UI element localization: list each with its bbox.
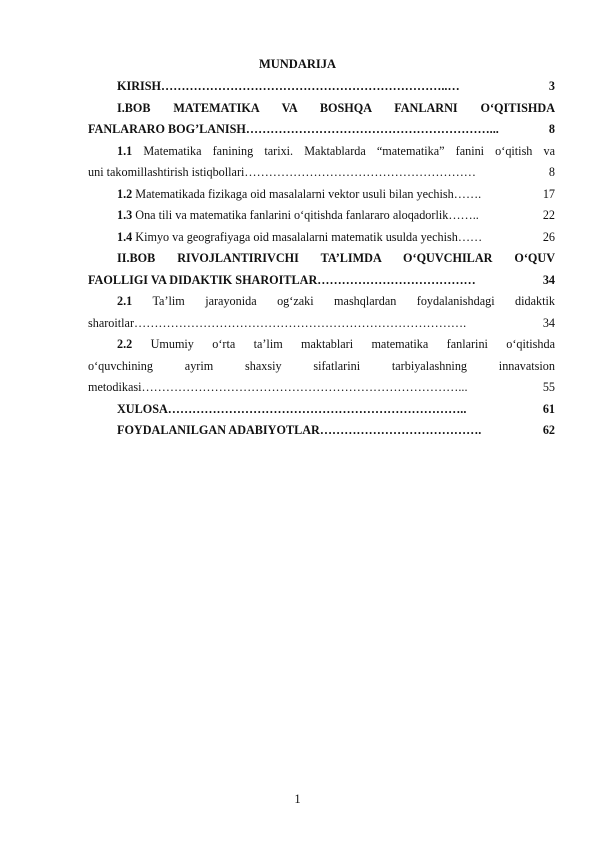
toc-page-number: 8: [548, 122, 555, 136]
dot-leader: ………………………………….: [319, 423, 482, 437]
toc-page-number: 62: [542, 423, 555, 437]
toc-page-number: 55: [542, 380, 555, 394]
toc-entry-label: I.BOB MATEMATIKA VA BOSHQA FANLARNI O‘QITISHDA: [117, 100, 555, 115]
dot-leader: …….: [453, 186, 482, 201]
dot-leader: …………………………………: [317, 272, 476, 287]
dot-leader: ……………………………………………………………………….: [134, 315, 467, 330]
toc-entry-label: Kimyo va geografiyaga oid masalalarni matematik usulda yechish: [132, 229, 458, 244]
dot-leader: ……………………………………………………………..…: [161, 79, 460, 93]
toc-entry-label-continued: FANLARARO BOG’LANISH: [88, 122, 246, 136]
section-number: 1.2: [117, 186, 133, 201]
toc-entry-xulosa[interactable]: [88, 399, 555, 421]
toc-entry-kirish[interactable]: [88, 76, 555, 98]
toc-page-number: 34: [542, 272, 555, 287]
toc-entry-section-2-1[interactable]: [88, 291, 555, 334]
section-number: 2.1: [117, 294, 133, 308]
toc-entry-label-continued: FAOLLIGI VA DIDAKTIK SHAROITLAR: [88, 272, 318, 287]
dot-leader: ……: [457, 229, 483, 244]
toc-entry-section-1-1[interactable]: [88, 141, 555, 184]
dot-leader: ………………………………………………………………..: [167, 401, 467, 416]
page-number: 1: [294, 792, 301, 806]
dot-leader: ……………………………………………………...: [245, 122, 499, 136]
section-number: 2.2: [117, 337, 133, 351]
toc-entry-section-2-2[interactable]: [88, 334, 555, 399]
toc-entry-label: Ta’lim jarayonida og‘zaki mashqlardan foydalanishdagi didaktik: [132, 294, 555, 308]
table-of-contents: [88, 76, 555, 442]
toc-entry-label: Matematika fanining tarixi. Maktablarda “matematika” fanini o‘qitish va: [132, 143, 555, 158]
toc-page-number: 22: [542, 208, 555, 222]
toc-page-number: 3: [548, 79, 555, 93]
dot-leader: ……………………………………………………………………...: [141, 380, 468, 394]
toc-entry-chapter-1[interactable]: [88, 98, 555, 141]
toc-page-number: 26: [542, 229, 555, 244]
toc-page-number: 34: [542, 315, 555, 330]
toc-entry-references[interactable]: [88, 420, 555, 442]
section-number: 1.3: [117, 208, 133, 222]
toc-entry-label-continued: sharoitlar: [88, 315, 135, 330]
toc-entry-section-1-4[interactable]: [88, 227, 555, 249]
toc-entry-chapter-2[interactable]: [88, 248, 555, 291]
toc-entry-label: FOYDALANILGAN ADABIYOTLAR: [117, 423, 320, 437]
toc-entry-section-1-3[interactable]: [88, 205, 555, 227]
section-number: 1.4: [117, 229, 133, 244]
toc-entry-label-continued: metodikasi: [88, 380, 142, 394]
toc-entry-label-continued: o‘quvchining ayrim shaxsiy sifatlarini tarbiyalashning innavatsion: [88, 358, 555, 373]
toc-entry-label: XULOSA: [117, 401, 168, 416]
toc-page-number: 61: [542, 401, 555, 416]
toc-entry-label: II.BOB RIVOJLANTIRIVCHI TA’LIMDA O‘QUVCHILAR O‘QUV: [117, 251, 555, 265]
toc-entry-label-continued: uni takomillashtirish istiqbollari: [88, 165, 245, 179]
toc-entry-label: Umumiy o‘rta ta’lim maktablari matematika fanlarini o‘qitishda: [132, 337, 555, 351]
page-title: MUNDARIJA: [258, 57, 337, 71]
toc-page-number: 17: [542, 186, 555, 201]
toc-entry-section-1-2[interactable]: [88, 184, 555, 206]
toc-entry-label: Matematikada fizikaga oid masalalarni vektor usuli bilan yechish: [132, 186, 454, 201]
toc-page-number: 8: [548, 165, 555, 179]
section-number: 1.1: [117, 143, 133, 158]
dot-leader: …………………………………………………: [244, 165, 476, 179]
dot-leader: ……..: [448, 208, 479, 222]
toc-entry-label: KIRISH: [117, 79, 162, 93]
toc-entry-label: Ona tili va matematika fanlarini o‘qitishda fanlararo aloqadorlik: [132, 208, 449, 222]
